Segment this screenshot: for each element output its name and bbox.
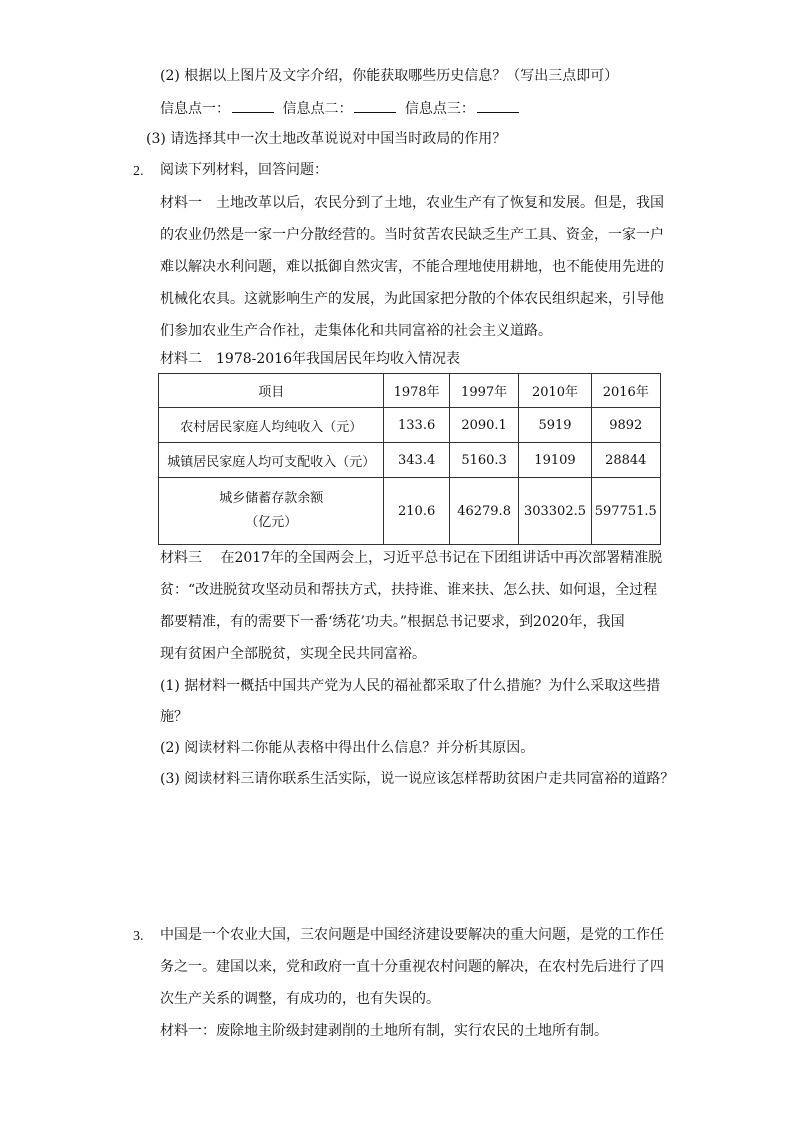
q3-line: 中国是一个农业大国，三农问题是中国经济建设要解决的重大问题，是党的工作任 — [160, 927, 664, 943]
q2-sub2: (2) 阅读材料二你能从表格中得出什么信息？并分析其原因。 — [160, 740, 535, 756]
table-header: 项目 — [159, 374, 384, 408]
table-header-row — [159, 374, 661, 408]
info-point-3-label: 信息点三： — [404, 101, 475, 117]
q2-intro: 阅读下列材料，回答问题： — [160, 162, 328, 178]
table-cell: 303302.5 — [519, 478, 591, 545]
q3-line: 次生产关系的调整，有成功的，也有失误的。 — [160, 991, 440, 1007]
q2-material1-line: 机械化农具。这就影响生产的发展，为此国家把分散的个体农民组织起来，引导他 — [160, 291, 664, 307]
table-cell: 343.4 — [384, 443, 449, 478]
table-cell: 28844 — [591, 443, 660, 478]
table-cell-label: 农村居民家庭人均纯收入（元） — [159, 408, 384, 443]
income-table — [158, 373, 661, 545]
table-cell-label — [159, 478, 384, 545]
q3-material1: 材料一：废除地主阶级封建剥削的土地所有制，实行农民的土地所有制。 — [160, 1023, 608, 1039]
q2-material1-line: 材料一 土地改革以后，农民分到了土地，农业生产有了恢复和发展。但是，我国 — [160, 195, 664, 211]
q2-material3-line: 现有贫困户全部脱贫，实现全民共同富裕。 — [160, 646, 426, 662]
q1-sub2: (2) 根据以上图片及文字介绍，你能获取哪些历史信息？（写出三点即可） — [160, 68, 619, 84]
q2-number: 2. — [133, 164, 144, 179]
q2-sub3: (3) 阅读材料三请你联系生活实际，说一说应该怎样帮助贫困户走共同富裕的道路？ — [160, 771, 675, 787]
q2-material1-line: 难以解决水利问题，难以抵御自然灾害，不能合理地使用耕地，也不能使用先进的 — [160, 259, 664, 275]
table-cell: 133.6 — [384, 408, 449, 443]
table-cell: 5919 — [519, 408, 591, 443]
table-cell: 5160.3 — [449, 443, 519, 478]
info-point-3-blank — [477, 98, 519, 113]
q2-material3-line: 贫：“改进脱贫攻坚动员和帮扶方式，扶持谁、谁来扶、怎么扶、如何退，全过程 — [160, 582, 658, 598]
q1-info-points — [160, 98, 523, 119]
info-point-2-blank — [354, 98, 396, 113]
q2-material2-title: 材料二 1978-2016年我国居民年均收入情况表 — [160, 351, 460, 367]
table-cell: 597751.5 — [591, 478, 660, 545]
table-row — [159, 408, 661, 443]
q2-material3-line: 材料三 在2017年的全国两会上，习近平总书记在下团组讲话中再次部署精准脱 — [160, 550, 663, 566]
table-cell-label-line: （亿元） — [245, 515, 298, 530]
table-header: 2016年 — [591, 374, 660, 408]
table-row — [159, 478, 661, 545]
q2-sub1-cont: 施？ — [160, 709, 188, 725]
info-point-1-blank — [232, 98, 274, 113]
info-point-1-label: 信息点一： — [160, 101, 230, 117]
q2-material3-line: 都要精准，有的需要下一番‘绣花’功夫。”根据总书记要求，到2020年，我国 — [160, 614, 625, 630]
table-cell: 2090.1 — [449, 408, 519, 443]
info-point-2-label: 信息点二： — [282, 101, 353, 117]
q1-sub3: (3) 请选择其中一次土地改革说说对中国当时政局的作用？ — [146, 131, 507, 147]
table-cell: 46279.8 — [449, 478, 519, 545]
table-header: 1978年 — [384, 374, 449, 408]
q2-material1-line: 的农业仍然是一家一户分散经营的。当时贫苦农民缺乏生产工具、资金，一家一户 — [160, 227, 664, 243]
q3-number: 3. — [133, 929, 144, 944]
table-header: 1997年 — [449, 374, 519, 408]
table-cell-label: 城镇居民家庭人均可支配收入（元） — [159, 443, 384, 478]
table-cell: 9892 — [591, 408, 660, 443]
table-cell: 19109 — [519, 443, 591, 478]
q2-sub1: (1) 据材料一概括中国共产党为人民的福祉都采取了什么措施？为什么采取这些措 — [160, 678, 661, 694]
q3-line: 务之一。建国以来，党和政府一直十分重视农村问题的解决，在农村先后进行了四 — [160, 959, 664, 975]
table-cell: 210.6 — [384, 478, 449, 545]
table-header: 2010年 — [519, 374, 591, 408]
q2-material1-line: 们参加农业生产合作社，走集体化和共同富裕的社会主义道路。 — [160, 323, 552, 339]
table-row — [159, 443, 661, 478]
table-cell-label-line: 城乡储蓄存款余额 — [219, 491, 324, 506]
